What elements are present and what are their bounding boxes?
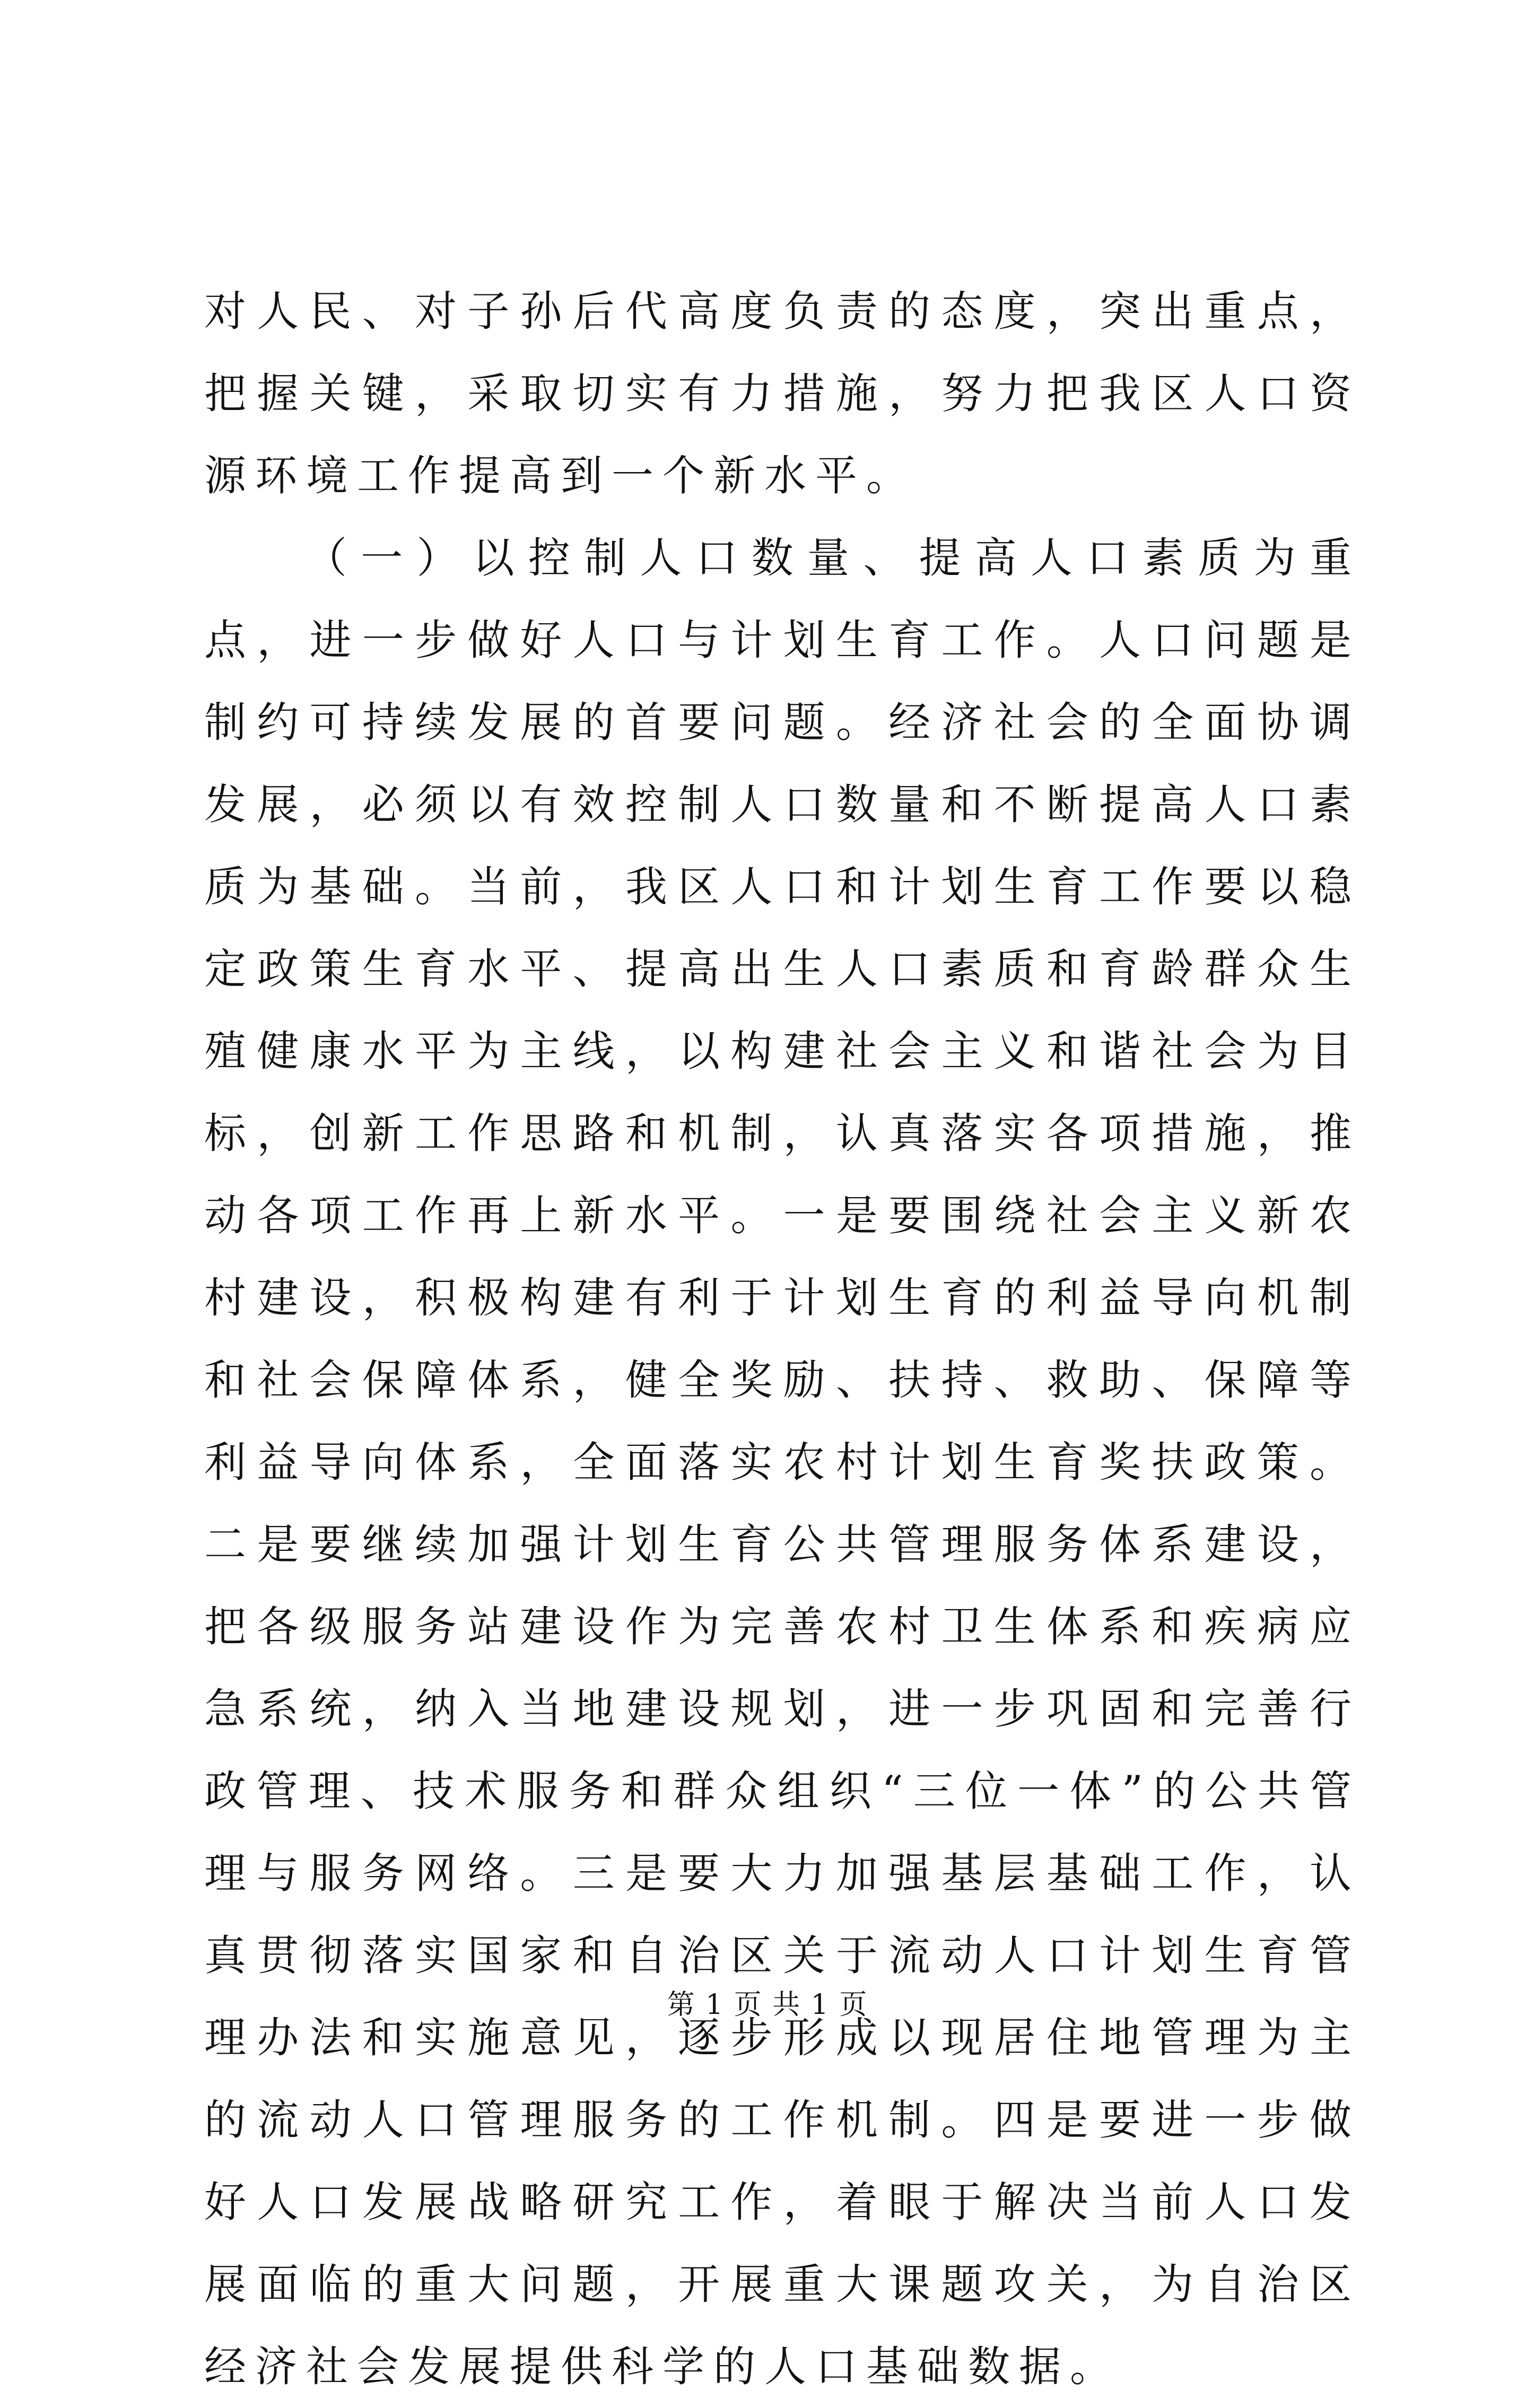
- paragraph-continuation: 对人民、对子孙后代高度负责的态度，突出重点，把握关键，采取切实有力措施，努力把我区人口资源环境工作提高到一个新水平。: [204, 287, 1360, 500]
- document-body: [204, 271, 1360, 2408]
- page-number-footer: 第 1 页 共 1 页: [667, 1989, 868, 2021]
- paragraph-population-planning: （一）以控制人口数量、提高人口素质为重点，进一步做好人口与计划生育工作。人口问题是制约可持续发展的首要问题。经济社会的全面协调发展，必须以有效控制人口数量和不断提高人口素质为基础。当前，我区人口和计划生育工作要以稳定政策生育水平、提高出生人口素质和育龄群众生殖健康水平为主线，以构建社会主义和谐社会为目标，创新工作思路和机制，认真落实各项措施，推动各项工作再上新水平。一是要围绕社会主义新农村建设，积极构建有利于计划生育的利益导向机制和社会保障体系，健全奖励、扶持、救助、保障等利益导向体系，全面落实农村计划生育奖扶政策。二是要继续加强计划生育公共管理服务体系建设，把各级服务站建设作为完善农村卫生体系和疾病应急系统，纳入当地建设规划，进一步巩固和完善行政管理、技术服务和群众组织“三位一体”的公共管理与服务网络。三是要大力加强基层基础工作，认真贯彻落实国家和自治区关于流动人口计划生育管理办法和实施意见，逐步形成以现居住地管理为主的流动人口管理服务的工作机制。四是要进一步做好人口发展战略研究工作，着眼于解决当前人口发展面临的重大问题，开展重大课题攻关，为自治区经济社会发展提供科学的人口基础数据。: [204, 534, 1360, 2391]
